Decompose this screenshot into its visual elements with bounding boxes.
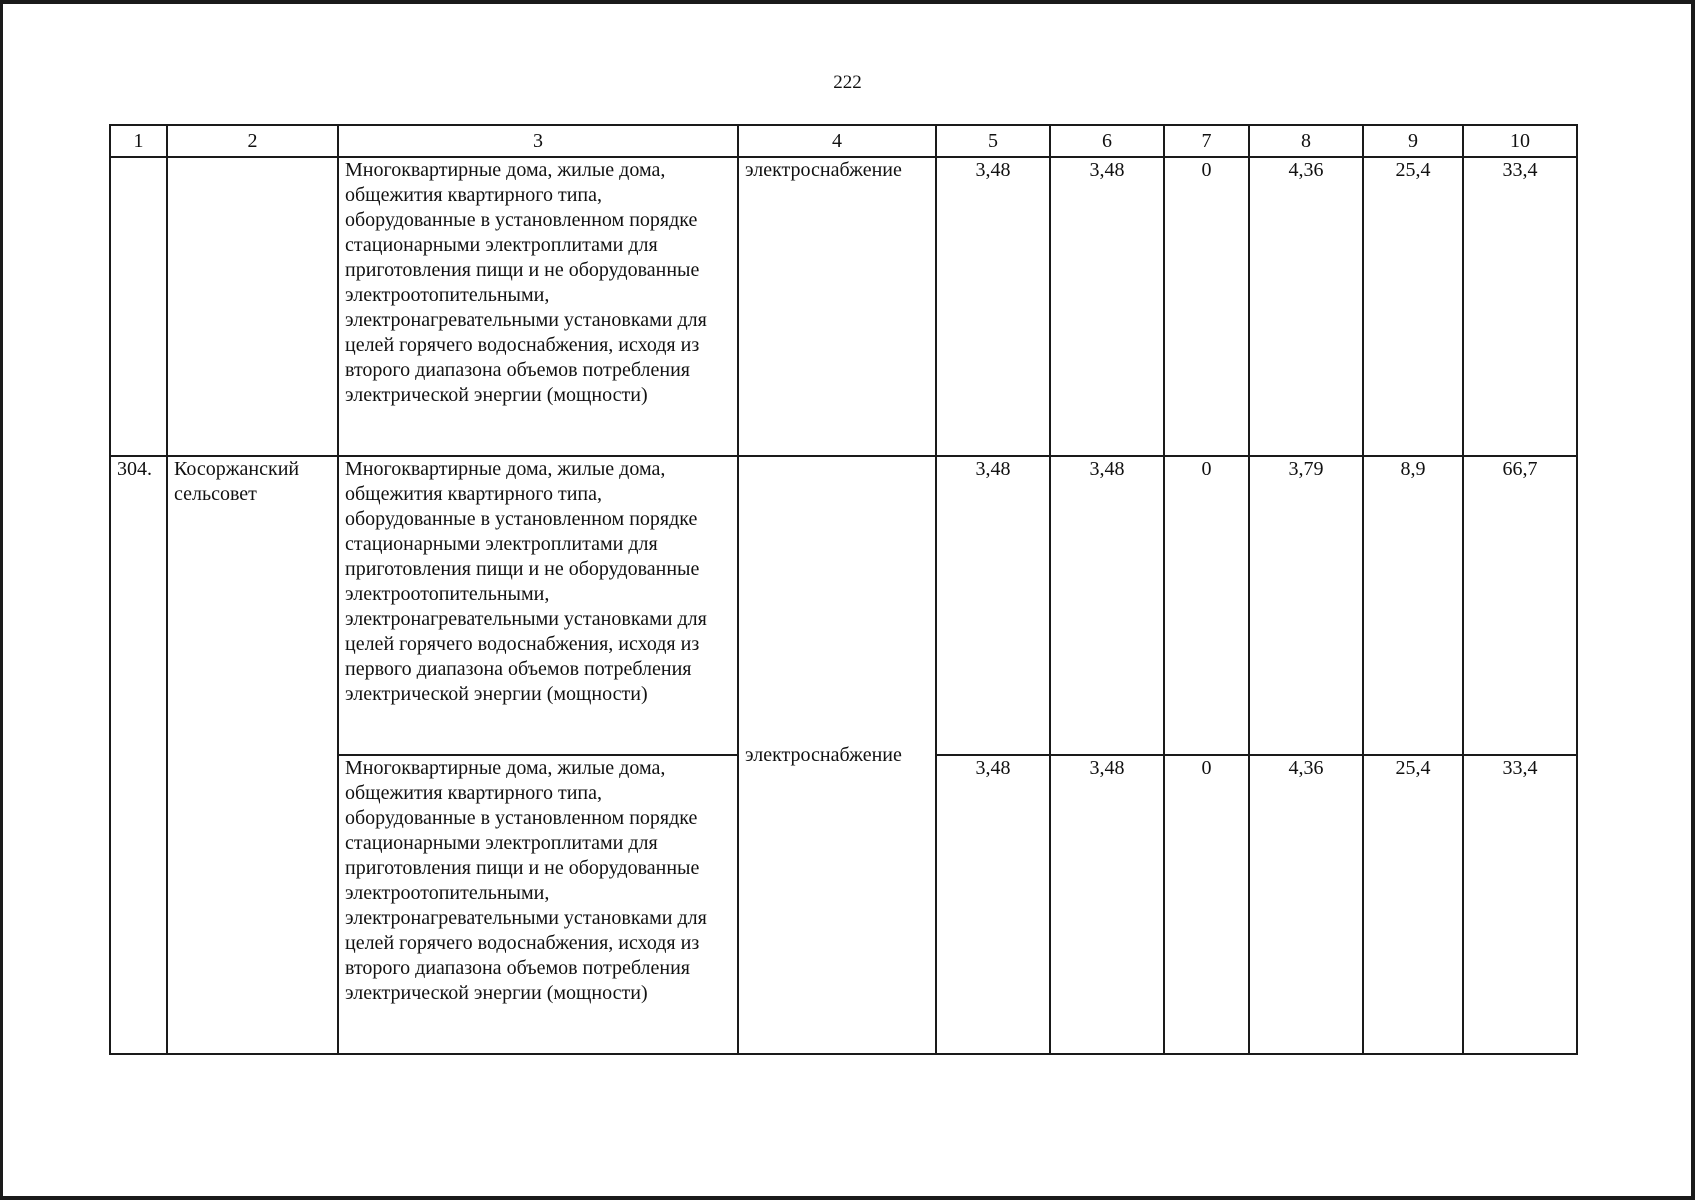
value-cell-10: 33,4	[1463, 157, 1577, 456]
value-cell-7: 0	[1164, 755, 1249, 1054]
value-cell-5: 3,48	[936, 456, 1050, 755]
scan-border-left	[0, 0, 3, 1200]
value-cell-5: 3,48	[936, 157, 1050, 456]
column-header: 9	[1363, 125, 1463, 157]
service-cell: электроснабжение	[738, 456, 936, 1054]
value-cell-7: 0	[1164, 157, 1249, 456]
value-cell-9: 25,4	[1363, 755, 1463, 1054]
column-header: 5	[936, 125, 1050, 157]
value-cell-5: 3,48	[936, 755, 1050, 1054]
column-header: 4	[738, 125, 936, 157]
value-cell-8: 3,79	[1249, 456, 1363, 755]
value-cell-10: 66,7	[1463, 456, 1577, 755]
description-cell: Многоквартирные дома, жилые дома, общежития квартирного типа, оборудованные в установленном порядке стационарными электроплитами для приготовления пищи и не оборудованные электроотопительными, электронагревательными установками для целей горячего водоснабжения, исходя из первого диапазона объемов потребления электрической энергии (мощности)	[338, 456, 738, 755]
value-cell-6: 3,48	[1050, 157, 1164, 456]
value-cell-9: 8,9	[1363, 456, 1463, 755]
value-cell-6: 3,48	[1050, 456, 1164, 755]
row-number-cell: 304.	[110, 456, 167, 1054]
column-header: 1	[110, 125, 167, 157]
column-header: 8	[1249, 125, 1363, 157]
page-number: 222	[833, 72, 862, 93]
table-row	[110, 157, 1577, 456]
row-number-cell	[110, 157, 167, 456]
value-cell-9: 25,4	[1363, 157, 1463, 456]
settlement-cell	[167, 157, 338, 456]
scan-border-right	[1691, 0, 1695, 1200]
service-cell: электроснабжение	[738, 157, 936, 456]
column-header: 3	[338, 125, 738, 157]
header-row	[110, 125, 1577, 157]
value-cell-6: 3,48	[1050, 755, 1164, 1054]
value-cell-8: 4,36	[1249, 157, 1363, 456]
value-cell-7: 0	[1164, 456, 1249, 755]
description-cell: Многоквартирные дома, жилые дома, общежития квартирного типа, оборудованные в установленном порядке стационарными электроплитами для приготовления пищи и не оборудованные электроотопительными, электронагревательными установками для целей горячего водоснабжения, исходя из второго диапазона объемов потребления электрической энергии (мощности)	[338, 157, 738, 456]
value-cell-8: 4,36	[1249, 755, 1363, 1054]
scan-border-top	[0, 0, 1695, 4]
tariff-table	[109, 124, 1578, 1055]
value-cell-10: 33,4	[1463, 755, 1577, 1054]
column-header: 6	[1050, 125, 1164, 157]
column-header: 10	[1463, 125, 1577, 157]
column-header: 2	[167, 125, 338, 157]
settlement-cell: Косоржанский сельсовет	[167, 456, 338, 1054]
column-header: 7	[1164, 125, 1249, 157]
description-cell: Многоквартирные дома, жилые дома, общежития квартирного типа, оборудованные в установленном порядке стационарными электроплитами для приготовления пищи и не оборудованные электроотопительными, электронагревательными установками для целей горячего водоснабжения, исходя из второго диапазона объемов потребления электрической энергии (мощности)	[338, 755, 738, 1054]
table-row	[110, 456, 1577, 755]
scan-border-bottom	[0, 1196, 1695, 1200]
